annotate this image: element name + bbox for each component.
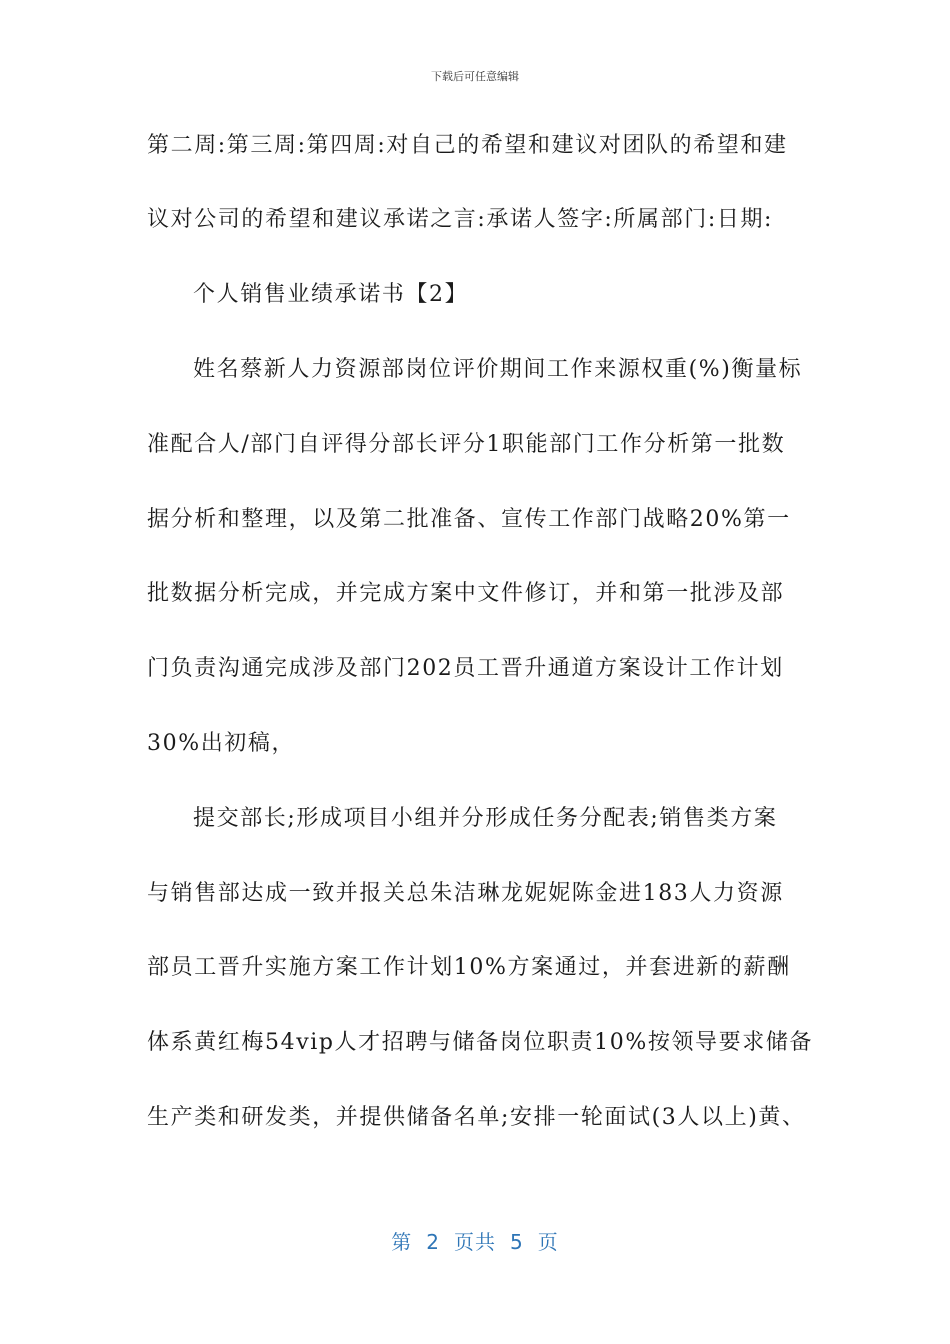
text-line-2: 议对公司的希望和建议承诺之言:承诺人签字:所属部门:日期: [147,207,774,232]
page-footer [0,1226,950,1255]
text-line-7: 批数据分析完成，并完成方案中文件修订，并和第一批涉及部 [147,581,785,606]
text-line-5: 准配合人/部门自评得分部长评分1职能部门工作分析第一批数 [147,432,786,457]
text-line-4: 姓名蔡新人力资源部岗位评价期间工作来源权重(%)衡量标 [193,357,803,382]
header-note: 下载后可任意编辑 [431,70,519,83]
text-line-10: 提交部长;形成项目小组并分形成任务分配表;销售类方案 [193,806,778,831]
footer-current-page: 2 [426,1230,440,1254]
text-line-13: 体系黄红梅54vip人才招聘与储备岗位职责10%按领导要求储备 [147,1030,814,1055]
text-line-14: 生产类和研发类，并提供储备名单;安排一轮面试(3人以上)黄、 [147,1105,806,1130]
text-line-11: 与销售部达成一致并报关总朱洁琳龙妮妮陈金进183人力资源 [147,881,784,906]
footer-middle: 页共 [454,1230,496,1254]
text-line-9: 30%出初稿， [147,731,296,756]
section-heading: 个人销售业绩承诺书【2】 [193,282,469,307]
text-line-1: 第二周:第三周:第四周:对自己的希望和建议对团队的希望和建 [147,133,788,158]
footer-suffix: 页 [537,1230,559,1254]
text-line-12: 部员工晋升实施方案工作计划10%方案通过，并套进新的薪酬 [147,955,791,980]
footer-total-pages: 5 [510,1230,524,1254]
text-line-8: 门负责沟通完成涉及部门202员工晋升通道方案设计工作计划 [147,656,784,681]
footer-prefix: 第 [391,1230,413,1254]
text-line-6: 据分析和整理，以及第二批准备、宣传工作部门战略20%第一 [147,507,791,532]
